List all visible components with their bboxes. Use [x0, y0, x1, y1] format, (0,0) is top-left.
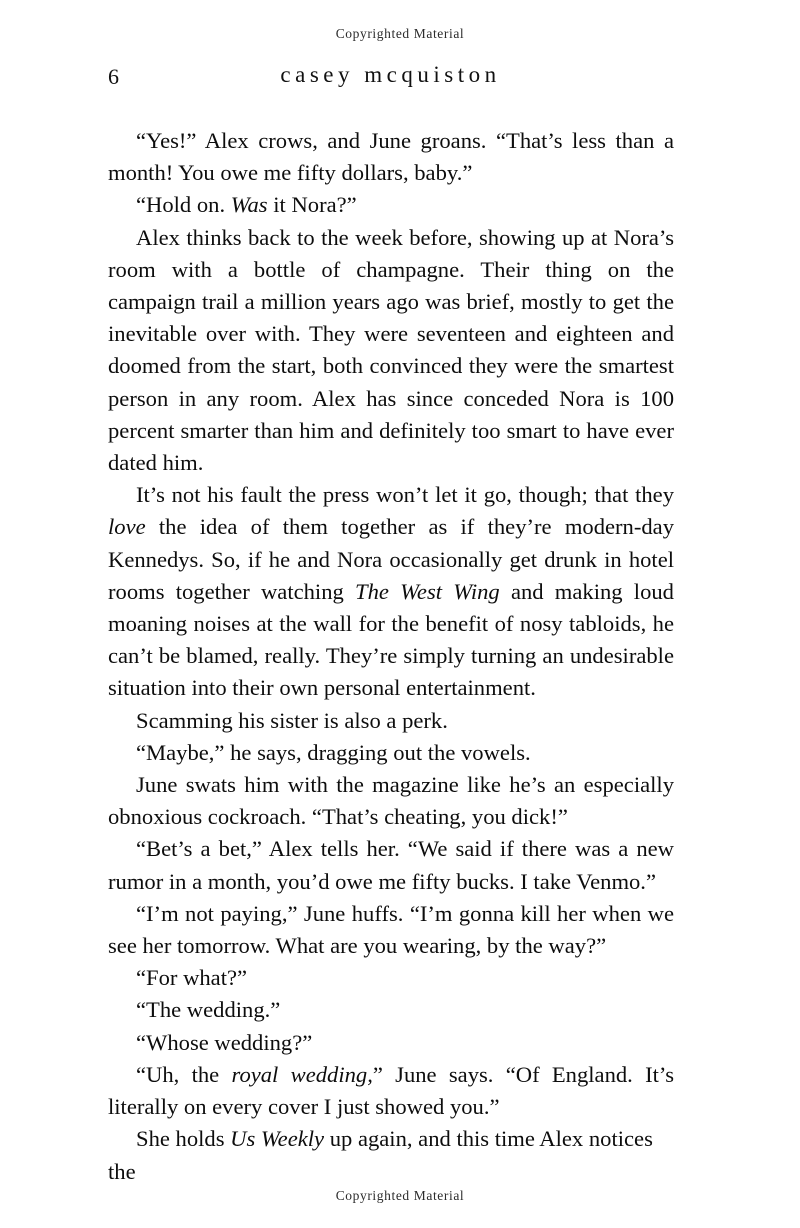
running-head	[108, 62, 673, 94]
text-run: up again, and this time Alex notices the	[108, 1126, 653, 1184]
paragraph	[108, 898, 674, 962]
page-number: 6	[108, 64, 119, 89]
paragraph	[108, 833, 674, 897]
italic-text: Us Weekly	[230, 1126, 325, 1152]
text-run: “I’m not paying,” June huffs. “I’m gonna kill her when we see her tomorrow. What are you wearing, by the way?”	[108, 900, 674, 959]
paragraph	[108, 737, 674, 769]
paragraph	[108, 189, 674, 221]
text-run: “Whose wedding?”	[136, 1029, 313, 1055]
text-run: “The wedding.”	[136, 997, 281, 1023]
text-run: “Uh, the	[136, 1061, 232, 1087]
paragraph	[108, 479, 674, 704]
running-head-author: casey mcquiston	[280, 62, 501, 87]
italic-text: Was	[230, 192, 268, 218]
text-run: “Maybe,” he says, dragging out the vowels.	[136, 739, 531, 765]
text-run: and making loud moaning noises at the wall for the benefit of nosy tabloids, he can’t be blamed, really. They’re simply turning an undesirable situation into their own personal entertainment.	[108, 578, 674, 701]
text-run: “For what?”	[136, 965, 248, 991]
text-run: It’s not his fault the press won’t let it go, though; that they	[136, 482, 674, 508]
paragraph	[108, 125, 674, 189]
paragraph	[108, 962, 674, 994]
copyright-notice-bottom: Copyrighted Material	[335, 1188, 465, 1203]
paragraph	[108, 1123, 674, 1187]
text-run: Scamming his sister is also a perk.	[136, 707, 448, 733]
text-run: ” June says. “Of England. It’s literally on every cover I just showed you.”	[108, 1061, 674, 1120]
text-run: it Nora?”	[267, 192, 357, 218]
text-run: the idea of them together as if they’re modern-day Kennedys. So, if he and Nora occasionally get drunk in hotel rooms together watching	[108, 514, 674, 604]
italic-text: royal wedding,	[231, 1061, 373, 1087]
paragraph	[108, 1059, 674, 1123]
paragraph	[108, 994, 674, 1026]
italic-text: love	[108, 514, 146, 540]
text-run: “Yes!” Alex crows, and June groans. “That’s less than a month! You owe me fifty dollars, baby.”	[108, 128, 674, 186]
paragraph	[108, 769, 674, 833]
paragraph	[108, 222, 674, 480]
text-run: She holds	[136, 1126, 231, 1152]
body-text	[108, 125, 674, 1188]
text-run: “Hold on.	[136, 192, 231, 218]
paragraph	[108, 705, 674, 737]
italic-text: The West Wing	[355, 578, 500, 604]
text-run: “Bet’s a bet,” Alex tells her. “We said if there was a new rumor in a month, you’d owe me fifty bucks. I take Venmo.”	[108, 836, 674, 894]
paragraph	[108, 1027, 674, 1059]
copyright-notice-top: Copyrighted Material	[335, 26, 465, 41]
text-run: June swats him with the magazine like he’s an especially obnoxious cockroach. “That’s cheating, you dick!”	[108, 772, 674, 830]
text-run: Alex thinks back to the week before, showing up at Nora’s room with a bottle of champagne. Their thing on the campaign trail a million years ago was brief, mostly to get the inevitable over with. They were seventeen and eighteen and doomed from the start, both convinced they were the smartest person in any room. Alex has since conceded Nora is 100 percent smarter than him and definitely too smart to have ever dated him.	[108, 224, 674, 476]
